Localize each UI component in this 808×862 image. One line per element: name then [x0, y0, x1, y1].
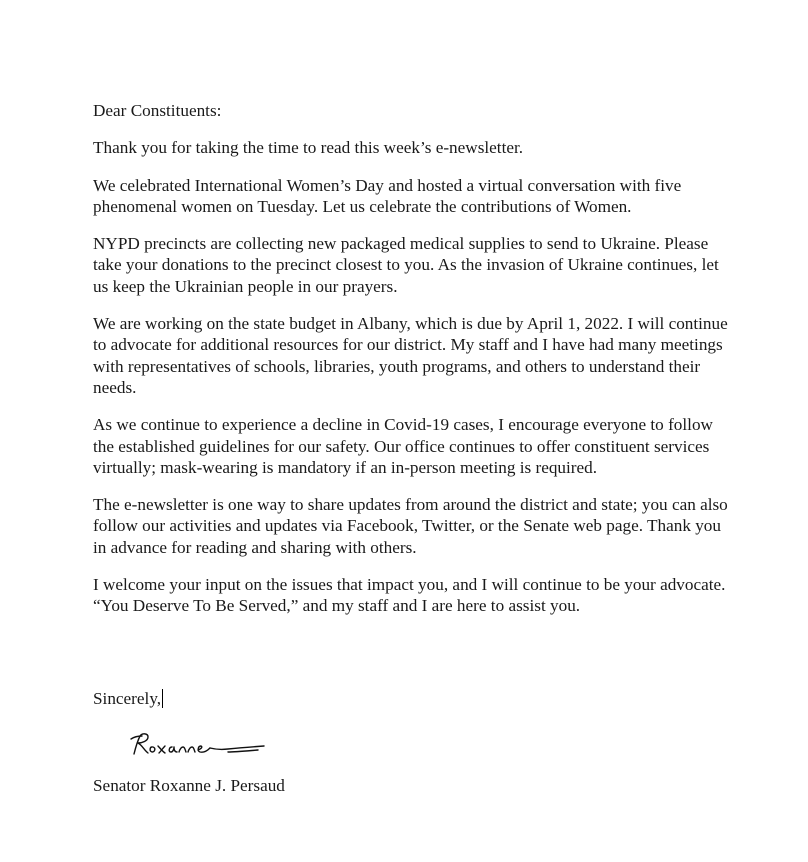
paragraph-covid: As we continue to experience a decline in Covid-19 cases, I encourage everyone to follow the established guidelines for our safety. Our office continues to offer constituent services virtually; mask-wearing is mandatory if an in-person meeting is required.	[93, 415, 713, 477]
handwritten-signature	[128, 728, 268, 762]
paragraph-thanks: Thank you for taking the time to read this week’s e-newsletter.	[93, 138, 524, 158]
paragraph-state-budget: We are working on the state budget in Albany, which is due by April 1, 2022. I will continue to advocate for additional resources for our district. My staff and I have had many meetings with representatives of schools, libraries, youth programs, and others to understand their needs.	[93, 314, 728, 397]
paragraph-womens-day: We celebrated International Women’s Day and hosted a virtual conversation with five phenomenal women on Tuesday. Let us celebrate the contributions of Women.	[93, 175, 682, 216]
paragraph-ukraine: NYPD precincts are collecting new packaged medical supplies to send to Ukraine. Please take your donations to the precinct closest to you. As the invasion of Ukraine continues, let us keep the Ukrainian people in our prayers.	[93, 234, 719, 296]
text-cursor	[162, 689, 163, 708]
letter-body	[93, 100, 733, 633]
closing-line[interactable]	[93, 688, 163, 709]
paragraph-input: I welcome your input on the issues that impact you, and I will continue to be your advocate. “You Deserve To Be Served,” and my staff and I are here to assist you.	[93, 575, 726, 616]
closing-text: Sincerely,	[93, 689, 162, 708]
paragraph-newsletter: The e-newsletter is one way to share updates from around the district and state; you can also follow our activities and updates via Facebook, Twitter, or the Senate web page. Thank you in advance for reading and sharing with others.	[93, 495, 728, 557]
signer-name: Senator Roxanne J. Persaud	[93, 776, 285, 795]
salutation: Dear Constituents:	[93, 101, 222, 120]
